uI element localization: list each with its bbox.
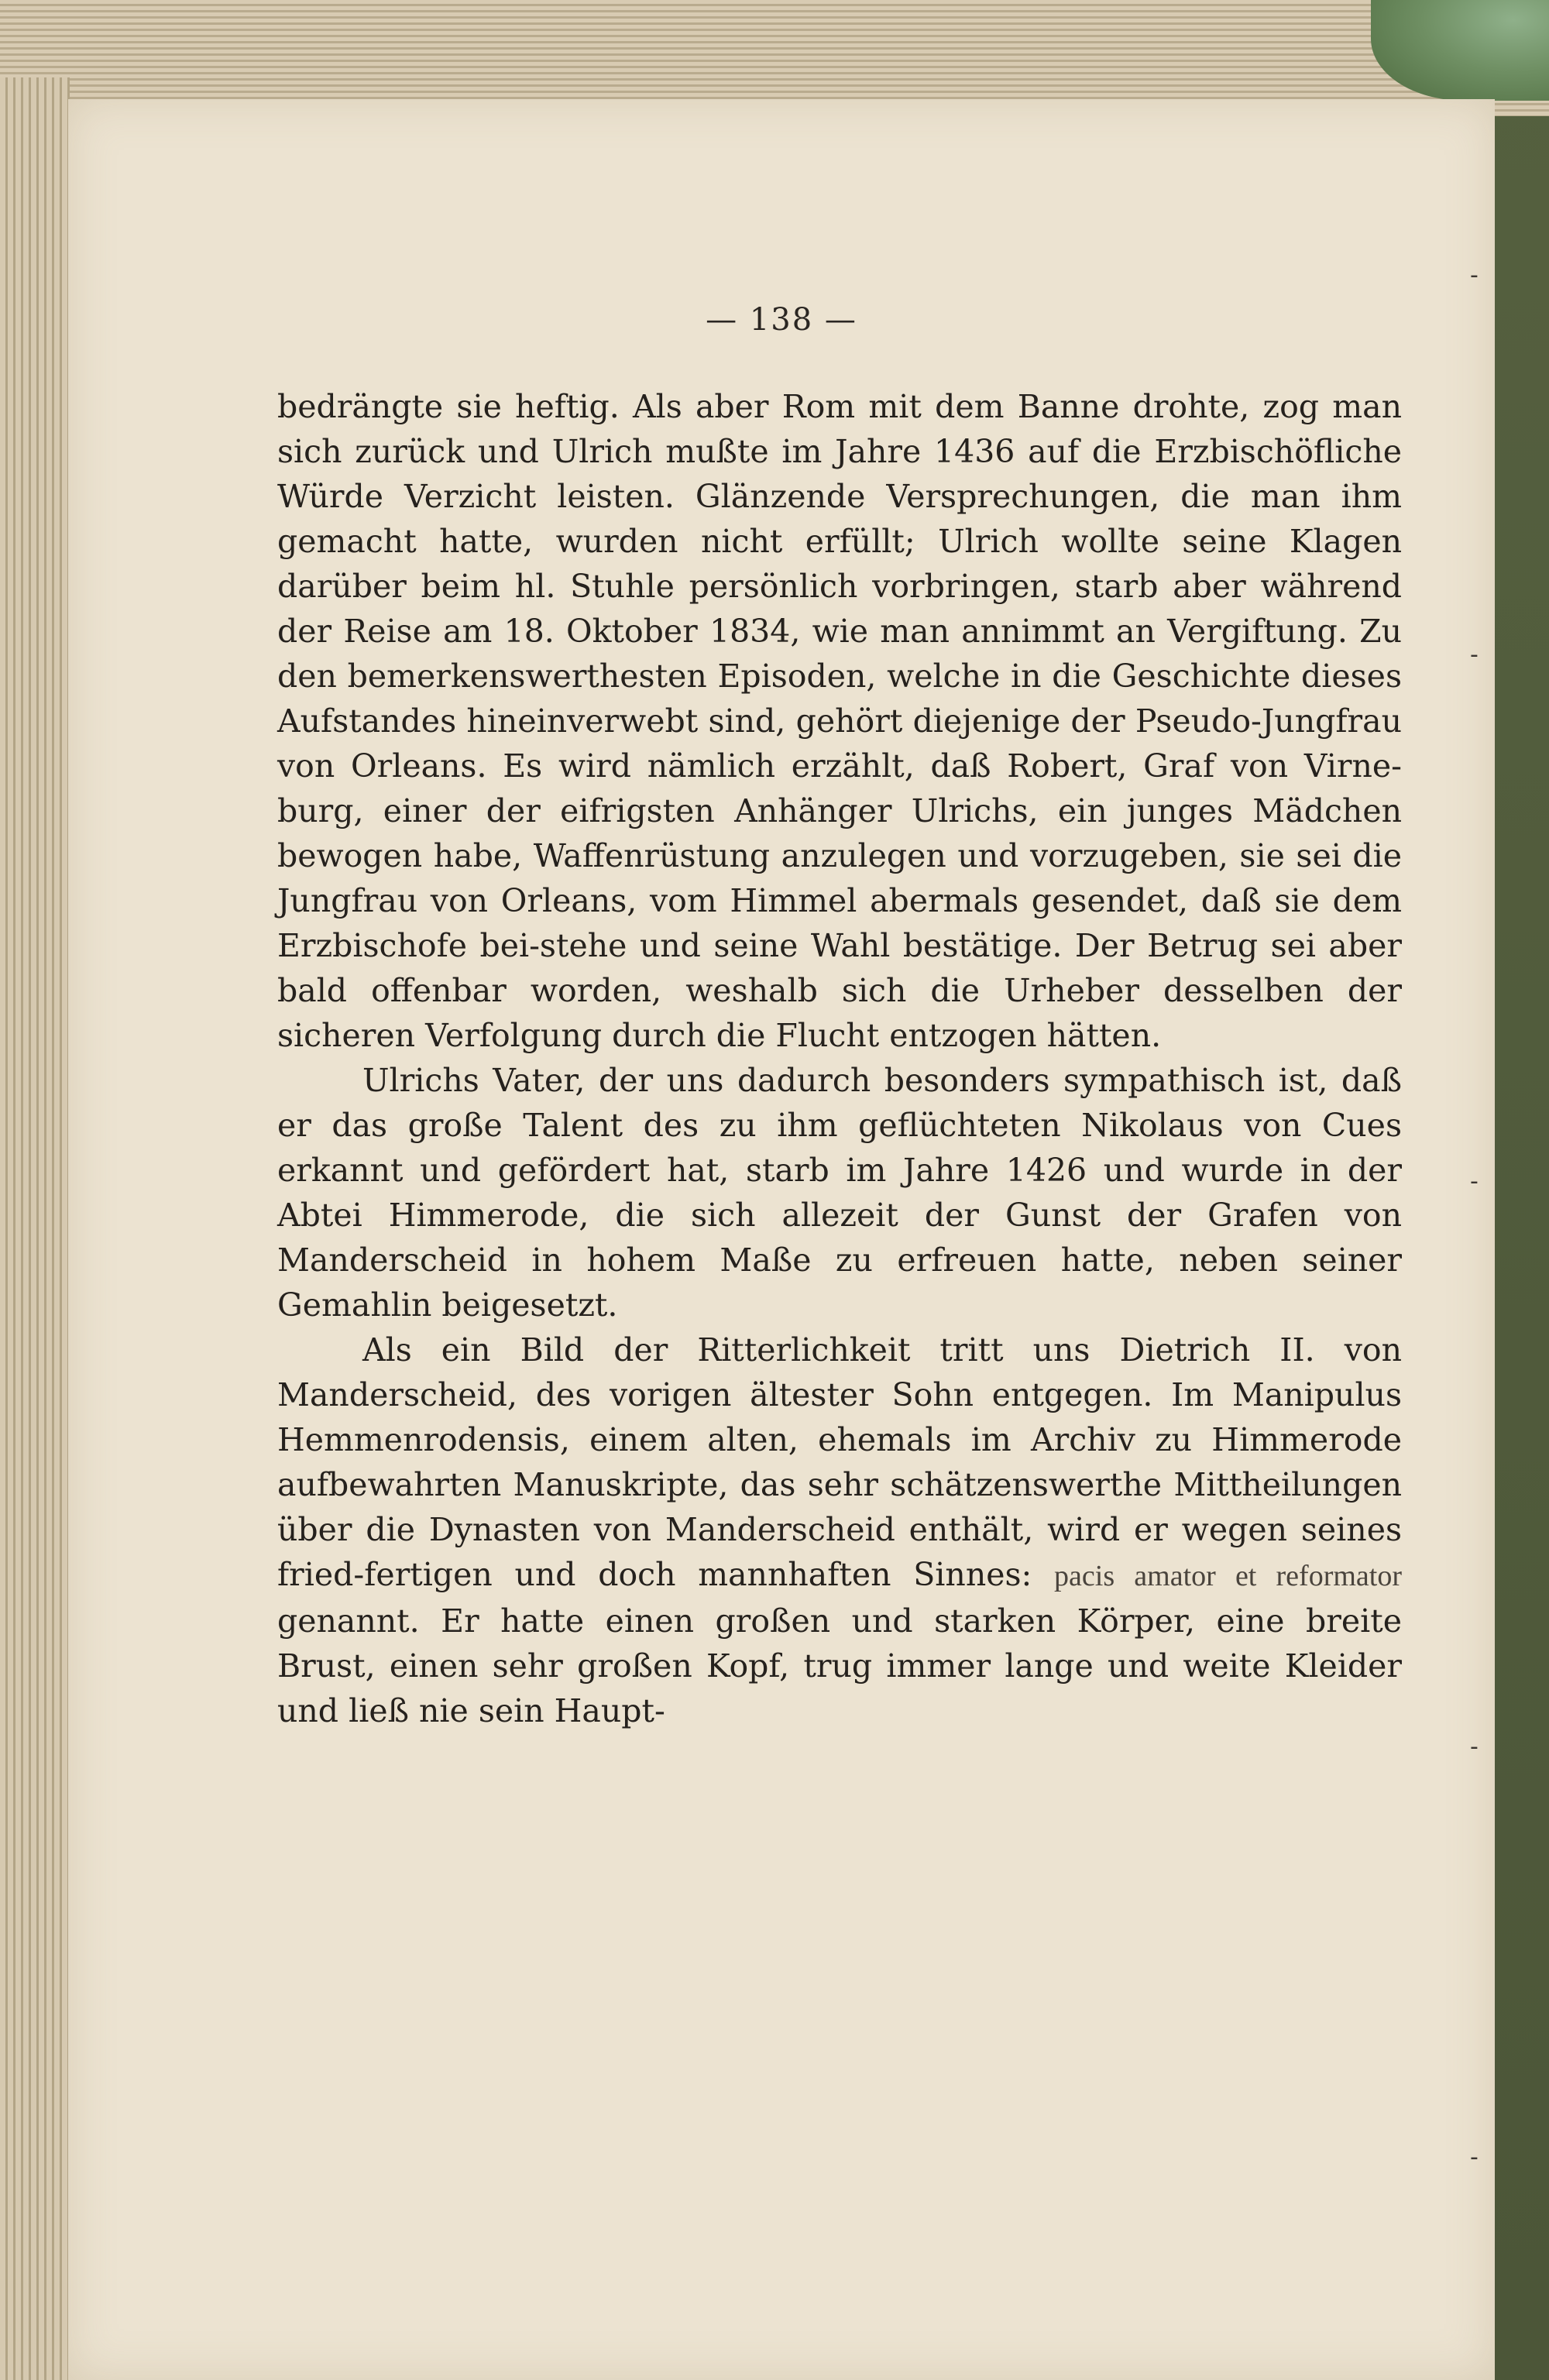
page-edge-stack-left	[0, 77, 70, 2380]
margin-tick-mark: -	[1470, 1733, 1479, 1760]
book-page	[68, 99, 1495, 2380]
page-body	[277, 384, 1402, 1733]
paragraph-1: bedrängte sie heftig. Als aber Rom mit dem Banne drohte, zog man sich zurück und Ulrich mußte im Jahre 1436 auf die Erzbischöfliche Würde Verzicht leisten. Glänzende Versprechungen, die man ihm gemacht hatte, wurden nicht erfüllt; Ulrich wollte seine Klagen darüber beim hl. Stuhle persönlich vorbringen, starb aber während der Reise am 18. Oktober 1834, wie man annimmt an Vergiftung. Zu den bemerkenswerthesten Episoden, welche in die Geschichte dieses Aufstandes hineinverwebt sind, gehört diejenige der Pseudo-Jungfrau von Orleans. Es wird nämlich erzählt, daß Robert, Graf von Virne-burg, einer der eifrigsten Anhänger Ulrichs, ein junges Mädchen bewogen habe, Waffenrüstung anzulegen und vorzugeben, sie sei die Jungfrau von Orleans, vom Himmel abermals gesendet, daß sie dem Erzbischofe bei-stehe und seine Wahl bestätige. Der Betrug sei aber bald offenbar worden, weshalb sich die Urheber desselben der sicheren Verfolgung durch die Flucht entzogen hätten.	[277, 388, 1402, 1054]
margin-tick-mark: -	[1470, 641, 1479, 668]
margin-tick-mark: -	[1470, 1168, 1479, 1195]
paragraph-3	[277, 1327, 1402, 1733]
paragraph-2: Ulrichs Vater, der uns dadurch besonders sympathisch ist, daß er das große Talent des zu ihm geflüchteten Nikolaus von Cues erkannt und gefördert hat, starb im Jahre 1426 und wurde in der Abtei Himmerode, die sich allezeit der Gunst der Grafen von Manderscheid in hohem Maße zu erfreuen hatte, neben seiner Gemahlin beigesetzt.	[277, 1062, 1402, 1324]
margin-tick-mark: -	[1470, 262, 1479, 289]
paragraph-3-text-b: genannt. Er hatte einen großen und starken Körper, eine breite Brust, einen sehr großen Kopf, trug immer lange und weite Kleider und ließ nie sein Haupt-	[277, 1602, 1402, 1729]
page-number: — 138 —	[706, 302, 857, 338]
latin-phrase: pacis amator et reformator	[1054, 1560, 1402, 1592]
margin-tick-mark: -	[1470, 2144, 1479, 2171]
paragraph-3-text-a: Als ein Bild der Ritterlichkeit tritt uns Dietrich II. von Manderscheid, des vorigen ältester Sohn entgegen. Im Manipulus Hemmenrodensis, einem alten, ehemals im Archiv zu Himmerode aufbewahrten Manuskripte, das sehr schätzenswerthe Mittheilungen über die Dynasten von Manderscheid enthält, wird er wegen seines fried-fertigen und doch mannhaften Sinnes:	[277, 1331, 1402, 1593]
